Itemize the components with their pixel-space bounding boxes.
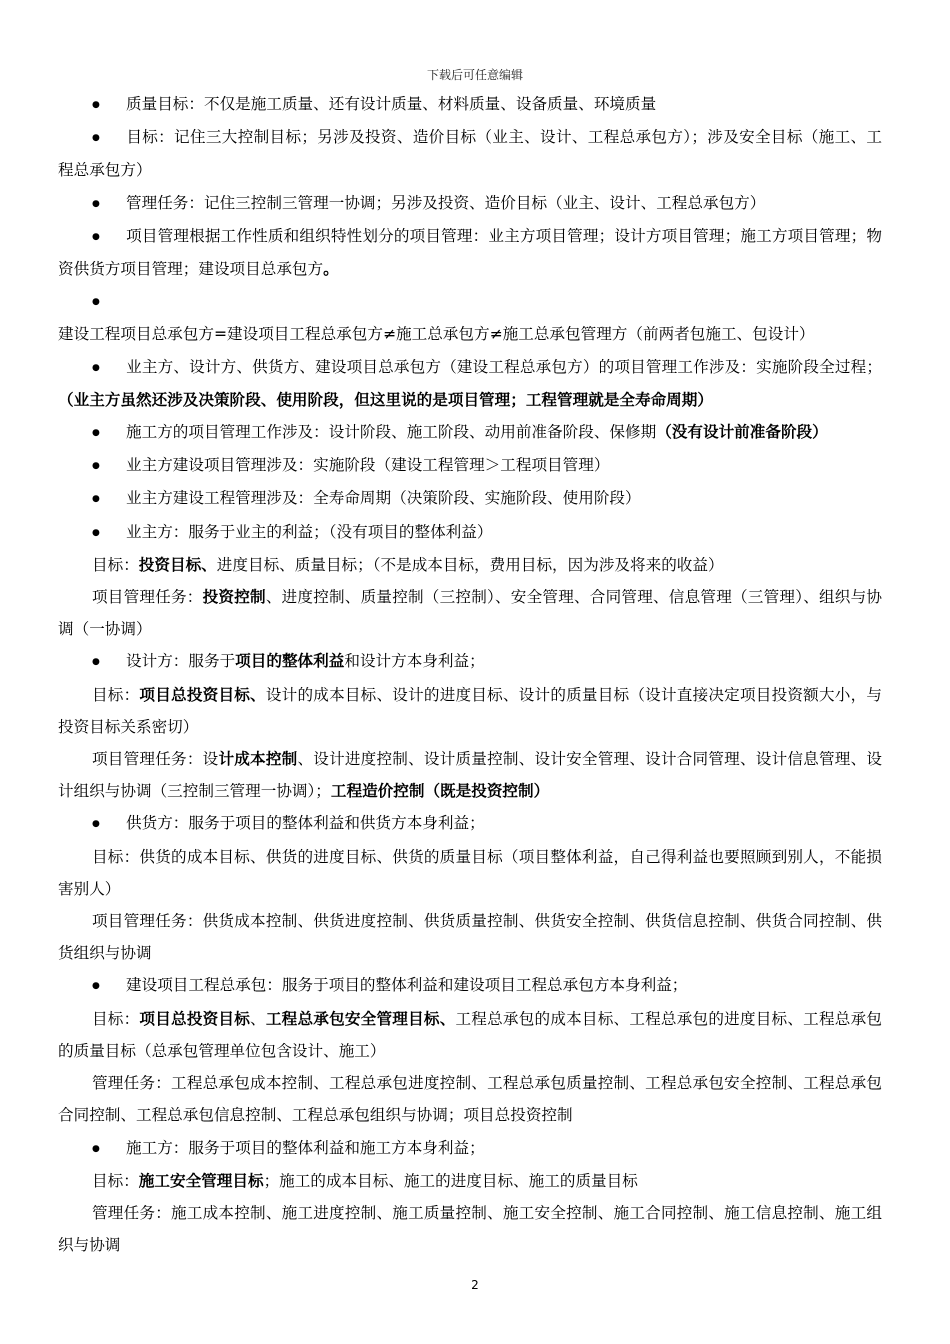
text-run: 、 xyxy=(250,1009,266,1028)
bullet-paragraph xyxy=(58,220,882,285)
bold-text: 施工安全管理目标 xyxy=(138,1171,264,1190)
bold-text: 。 xyxy=(323,260,339,279)
bullet-icon: ● xyxy=(92,133,100,144)
bullet-paragraph xyxy=(58,807,882,840)
bullet-paragraph xyxy=(58,416,882,449)
bullet-paragraph xyxy=(58,645,882,678)
text-run: 、进度控制、质量控制（三控制）、安全管理、合同管理、信息管理（三管理）、组织与协调（一协调） xyxy=(58,588,882,639)
bullet-icon: ● xyxy=(92,362,100,373)
text-run: 管理任务：工程总承包成本控制、工程总承包进度控制、工程总承包质量控制、工程总承包安全控制、工程总承包合同控制、工程总承包信息控制、工程总承包组织与协调；项目总投资控制 xyxy=(58,1074,882,1125)
bold-text: 工程总承包安全管理目标、 xyxy=(265,1009,456,1028)
text-run: 、设计进度控制、设计质量控制、设计安全管理、设计合同管理、设计信息管理、设计组织与协调（三控制三管理一协调）； xyxy=(58,750,882,801)
bullet-paragraph xyxy=(58,351,882,416)
bold-text: 计成本控制 xyxy=(218,750,298,769)
text-run: 业主方：服务于业主的利益；（没有项目的整体利益） xyxy=(126,522,493,541)
text-run: 设计方：服务于 xyxy=(126,652,236,671)
text-run: 设计的成本目标、设计的进度目标、设计的质量目标（设计直接决定项目投资额大小，与投资目标关系密切） xyxy=(58,685,882,736)
text-run: 目标： xyxy=(92,685,140,704)
text-run: 管理任务：施工成本控制、施工进度控制、施工质量控制、施工安全控制、施工合同控制、施工信息控制、施工组织与协调 xyxy=(58,1203,882,1255)
bullet-paragraph xyxy=(58,1132,882,1165)
paragraph xyxy=(58,841,882,905)
bold-text: 投资目标、 xyxy=(138,555,217,574)
bullet-icon: ● xyxy=(92,657,100,668)
text-run: 质量目标：不仅是施工质量、还有设计质量、材料质量、设备质量、环境质量 xyxy=(126,95,657,113)
paragraph xyxy=(58,1197,882,1261)
bullet-icon: ● xyxy=(92,428,100,439)
text-run: 目标： xyxy=(92,1009,140,1028)
text-run: 施工方：服务于项目的整体利益和施工方本身利益； xyxy=(126,1138,485,1157)
bullet-paragraph xyxy=(58,482,882,515)
bold-text: 项目总投资目标、 xyxy=(139,685,266,704)
paragraph xyxy=(58,905,882,969)
paragraph xyxy=(58,1003,882,1067)
text-run: 目标： xyxy=(92,555,139,574)
bold-text: 投资控制 xyxy=(202,588,266,607)
text-run: ；施工的成本目标、施工的进度目标、施工的质量目标 xyxy=(263,1171,638,1190)
bullet-icon: ● xyxy=(92,527,100,538)
paragraph xyxy=(58,549,882,581)
bold-text: 工程造价控制（既是投资控制） xyxy=(330,782,550,801)
text-run: 业主方建设工程管理涉及：全寿命周期（决策阶段、实施阶段、使用阶段） xyxy=(126,489,641,508)
bullet-icon: ● xyxy=(92,297,100,308)
text-run: 目标：记住三大控制目标；另涉及投资、造价目标（业主、设计、工程总承包方）；涉及安全目标（施工、工程总承包方） xyxy=(58,128,882,180)
bullet-icon: ● xyxy=(92,981,100,992)
text-run: 施工方的项目管理工作涉及：设计阶段、施工阶段、动用前准备阶段、保修期 xyxy=(126,423,657,442)
text-run: 建设项目工程总承包：服务于项目的整体利益和建设项目工程总承包方本身利益； xyxy=(126,976,688,995)
bullet-icon: ● xyxy=(92,819,100,830)
text-run: 业主方建设项目管理涉及：实施阶段（建设工程管理＞工程项目管理） xyxy=(126,456,610,475)
bullet-paragraph xyxy=(58,187,882,220)
bullet-icon: ● xyxy=(92,100,100,110)
paragraph xyxy=(58,1165,882,1197)
page-header: 下载后可任意编辑 xyxy=(426,68,523,82)
document-body xyxy=(58,88,882,1261)
bold-text: （业主方虽然还涉及决策阶段、使用阶段，但这里说的是项目管理；工程管理就是全寿命周期） xyxy=(58,390,713,409)
bullet-icon: ● xyxy=(92,198,100,209)
bold-text: （没有设计前准备阶段） xyxy=(656,423,828,442)
text-run: 和设计方本身利益； xyxy=(344,652,485,671)
text-run: 业主方、设计方、供货方、建设项目总承包方（建设工程总承包方）的项目管理工作涉及：实施阶段全过程； xyxy=(126,357,882,376)
text-run: 进度目标、质量目标；（不是成本目标，费用目标，因为涉及将来的收益） xyxy=(216,555,724,574)
bullet-paragraph xyxy=(58,88,882,121)
bullet-icon: ● xyxy=(92,494,100,505)
text-run: 项目管理任务：供货成本控制、供货进度控制、供货质量控制、供货安全控制、供货信息控制、供货合同控制、供货组织与协调 xyxy=(58,912,882,963)
text-run: 目标：供货的成本目标、供货的进度目标、供货的质量目标（项目整体利益，自己得利益也要照顾到别人，不能损害别人） xyxy=(58,847,882,898)
page-number: 2 xyxy=(471,1278,479,1292)
text-run: 项目管理任务：设 xyxy=(92,750,219,769)
paragraph xyxy=(58,581,882,645)
bullet-icon: ● xyxy=(92,231,100,242)
paragraph xyxy=(58,679,882,743)
bold-text: 项目的整体利益 xyxy=(235,652,345,671)
bold-text: 项目总投资目标 xyxy=(139,1009,251,1028)
text-run: 管理任务：记住三控制三管理一协调；另涉及投资、造价目标（业主、设计、工程总承包方） xyxy=(126,193,766,212)
text-run: 项目管理根据工作性质和组织特性划分的项目管理：业主方项目管理；设计方项目管理；施工方项目管理；物资供货方项目管理；建设项目总承包方 xyxy=(58,226,882,279)
bullet-paragraph xyxy=(58,969,882,1002)
bullet-paragraph xyxy=(58,285,882,350)
bullet-icon: ● xyxy=(92,461,100,472)
bullet-icon: ● xyxy=(92,1143,100,1154)
text-run: 建设工程项目总承包方=建设项目工程总承包方≠施工总承包方≠施工总承包管理方（前两者包施工、包设计） xyxy=(58,325,815,344)
bullet-paragraph xyxy=(58,449,882,482)
text-run: 目标： xyxy=(92,1171,139,1190)
paragraph xyxy=(58,1067,882,1131)
bullet-paragraph xyxy=(58,516,882,549)
paragraph xyxy=(58,743,882,807)
text-run: 供货方：服务于项目的整体利益和供货方本身利益； xyxy=(126,814,485,833)
bullet-paragraph xyxy=(58,121,882,186)
text-run: 项目管理任务： xyxy=(92,588,203,607)
text-run: 工程总承包的成本目标、工程总承包的进度目标、工程总承包的质量目标（总承包管理单位包含设计、施工） xyxy=(58,1009,882,1060)
